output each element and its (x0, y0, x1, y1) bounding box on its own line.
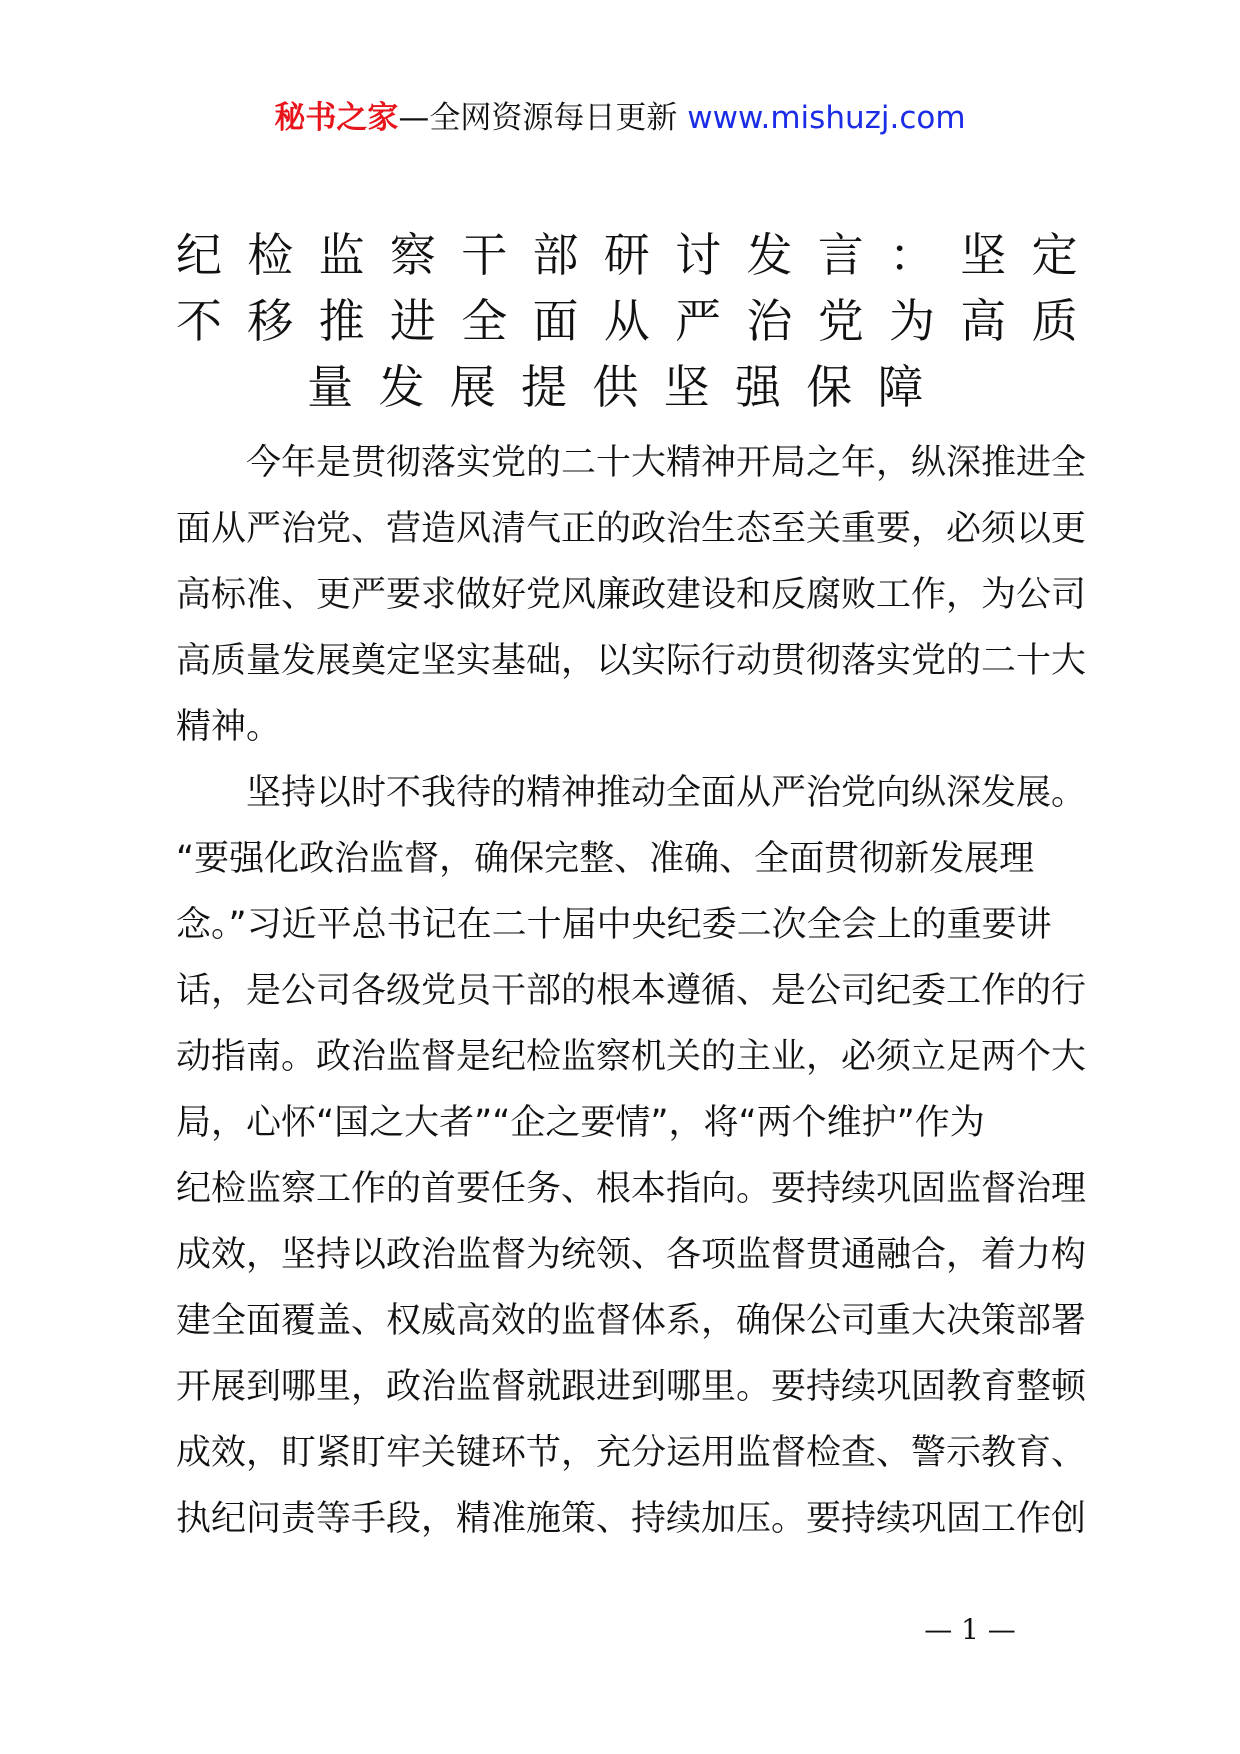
body-line: 面从严治党、营造风清气正的政治生态至关重要，必须以更 (176, 509, 1087, 549)
body-line: 念。”习近平总书记在二十届中央纪委二次全会上的重要讲 (176, 905, 1052, 945)
document-title (176, 222, 1103, 420)
site-url-link[interactable]: www.mishuzj.com (687, 100, 966, 136)
body-line: 话，是公司各级党员干部的根本遵循、是公司纪委工作的行 (176, 971, 1087, 1011)
body-line: 成效，坚持以政治监督为统领、各项监督贯通融合，着力构 (176, 1235, 1087, 1275)
body-line: 纪检监察工作的首要任务、根本指向。要持续巩固监督治理 (176, 1169, 1087, 1209)
paragraph (176, 430, 1087, 760)
body-line: 局，心怀“国之大者”“企之要情”，将“两个维护”作为 (176, 1103, 985, 1143)
body-line: 成效，盯紧盯牢关键环节，充分运用监督检查、警示教育、 (176, 1433, 1087, 1473)
body-line: 执纪问责等手段，精准施策、持续加压。要持续巩固工作创 (176, 1499, 1087, 1539)
body-line: 建全面覆盖、权威高效的监督体系，确保公司重大决策部署 (176, 1301, 1087, 1341)
body-line: 今年是贯彻落实党的二十大精神开局之年，纵深推进全 (246, 443, 1087, 483)
paragraph (176, 760, 1087, 1552)
body-line: 精神。 (176, 707, 282, 747)
title-line: 量发展提供坚强保障 (307, 360, 949, 414)
site-brand: 秘书之家 (274, 100, 399, 136)
body-line: 坚持以时不我待的精神推动全面从严治党向纵深发展。 (246, 773, 1087, 813)
body-line: 高质量发展奠定坚实基础，以实际行动贯彻落实党的二十大 (176, 641, 1087, 681)
site-header (0, 98, 1240, 138)
body-line: 动指南。政治监督是纪检监察机关的主业，必须立足两个大 (176, 1037, 1087, 1077)
body-line: “要强化政治监督，确保完整、准确、全面贯彻新发展理 (176, 839, 1035, 879)
title-line: 纪检监察干部研讨发言：坚定 (176, 228, 1103, 282)
title-line: 不移推进全面从严治党为高质 (176, 294, 1103, 348)
page-number: — 1 — (924, 1613, 1016, 1646)
site-slogan: —全网资源每日更新 (398, 100, 678, 136)
body-line: 开展到哪里，政治监督就跟进到哪里。要持续巩固教育整顿 (176, 1367, 1087, 1407)
body-line: 高标准、更严要求做好党风廉政建设和反腐败工作，为公司 (176, 575, 1087, 615)
document-body (176, 430, 1087, 1552)
